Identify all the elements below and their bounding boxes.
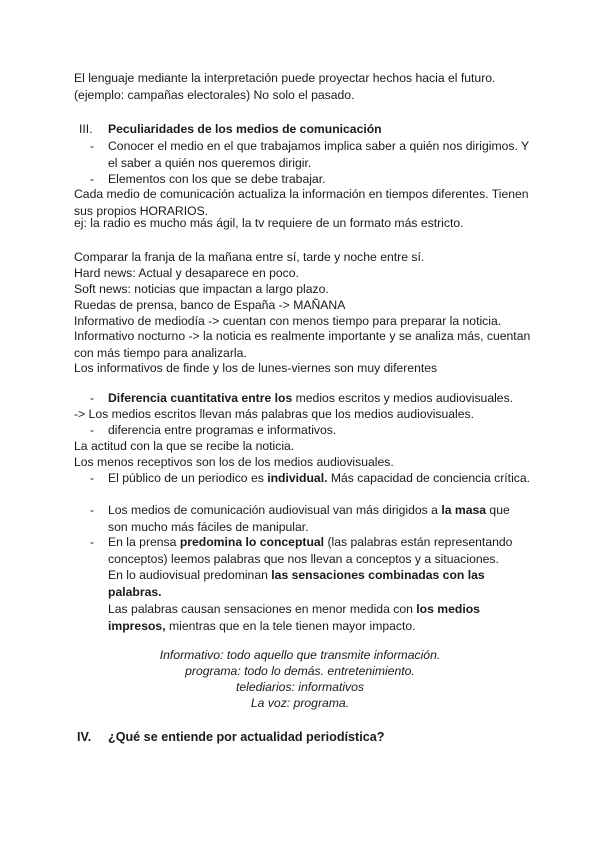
- text-run: En lo audiovisual predominan: [108, 568, 272, 583]
- text-run-bold: la masa: [441, 503, 487, 517]
- diff-bullet-1-rest: medios escritos y medios audiovisuales.: [292, 391, 514, 405]
- section-4-title: ¿Qué se entiende por actualidad periodística?: [108, 730, 385, 744]
- bullet-dash: -: [90, 423, 95, 437]
- text-run-bold: individual.: [267, 471, 328, 485]
- section-3-paragraph-1: Cada medio de comunicación actualiza la información en tiempos diferentes. Tienen sus propios HORARIOS.: [74, 187, 529, 218]
- section-3-paragraph-2: ej: la radio es mucho más ágil, la tv requiere de un formato más estricto.: [74, 216, 464, 230]
- diff-sub-bullet-2: [108, 502, 532, 535]
- diff-sub-bullet-3: [108, 534, 532, 634]
- section-3-paragraph-8: Informativo nocturno -> la noticia es realmente importante y se analiza más, cuentan con más tiempo para analizarla.: [74, 329, 531, 360]
- definition-line-3: telediarios: informativos: [235, 680, 365, 694]
- intro-line-2: (ejemplo: campañas electorales) No solo el pasado.: [74, 88, 355, 102]
- section-3-paragraph-4: Hard news: Actual y desaparece en poco.: [74, 266, 299, 280]
- text-run: Más capacidad de conciencia crítica.: [327, 471, 531, 485]
- section-3-paragraph-9: Los informativos de finde y los de lunes-viernes son muy diferentes: [74, 361, 438, 375]
- section-3-paragraph-6: Ruedas de prensa, banco de España -> MAÑANA: [74, 298, 346, 312]
- bullet-dash: -: [90, 139, 95, 153]
- text-run: El público de un periodico es: [108, 471, 268, 485]
- diff-bullet-2: diferencia entre programas e informativos.: [108, 423, 337, 437]
- definition-line-2: programa: todo lo demás. entretenimiento.: [185, 664, 415, 678]
- text-run: (las palabras están representando conceptos) leemos palabras que nos llevan a conceptos y a situaciones.: [108, 535, 513, 566]
- text-run: que son mucho más fáciles de manipular.: [108, 503, 510, 534]
- diff-sub-bullet-1: [108, 470, 532, 487]
- text-run-bold: predomina lo conceptual: [179, 535, 325, 549]
- diff-bullet-1: [108, 390, 532, 407]
- section-3-paragraph-3: Comparar la franja de la mañana entre sí, tarde y noche entre sí.: [74, 250, 425, 264]
- definition-line-4: La voz: programa.: [250, 696, 350, 710]
- intro-line-1: El lenguaje mediante la interpretación puede proyectar hechos hacia el futuro.: [74, 71, 496, 85]
- definition-line-1: Informativo: todo aquello que transmite información.: [159, 648, 441, 662]
- diff-sub-bullet-3-part-3: [108, 601, 532, 634]
- bullet-dash: -: [90, 535, 95, 549]
- bullet-dash: -: [90, 172, 95, 186]
- section-3-number: III.: [79, 122, 93, 136]
- section-3-title: Peculiaridades de los medios de comunicación: [108, 122, 382, 136]
- diff-arrow-line: -> Los medios escritos llevan más palabras que los medios audiovisuales.: [74, 407, 475, 421]
- section-4-number: IV.: [77, 730, 92, 744]
- section-3-bullet-2: Elementos con los que se debe trabajar.: [108, 172, 326, 186]
- text-run: Los medios de comunicación audiovisual van más dirigidos a: [108, 503, 442, 517]
- section-3-bullet-1: Conocer el medio en el que trabajamos implica saber a quién nos dirigimos. Y el saber a quién nos queremos dirigir.: [108, 139, 529, 170]
- bullet-dash: -: [90, 391, 95, 405]
- diff-paragraph-1: La actitud con la que se recibe la noticia.: [74, 439, 295, 453]
- text-run-bold: las sensaciones combinadas con las palabras.: [108, 568, 485, 600]
- text-run: mientras que en la tele tienen mayor impacto.: [165, 618, 416, 633]
- section-3-paragraph-7: Informativo de mediodía -> cuentan con menos tiempo para preparar la noticia.: [74, 314, 502, 328]
- text-run: En la prensa: [108, 535, 180, 549]
- text-run-bold: los medios impresos,: [108, 601, 480, 633]
- bullet-dash: -: [90, 471, 95, 485]
- diff-bullet-1-bold: Diferencia cuantitativa entre los: [108, 391, 293, 405]
- diff-paragraph-2: Los menos receptivos son los de los medios audiovisuales.: [74, 455, 394, 469]
- diff-sub-bullet-3-part-2: [108, 567, 532, 600]
- bullet-dash: -: [90, 503, 95, 517]
- text-run: Las palabras causan sensaciones en menor medida con: [108, 601, 417, 616]
- diff-sub-bullet-3-part-1: [108, 534, 532, 567]
- section-3-paragraph-5: Soft news: noticias que impactan a largo plazo.: [74, 282, 329, 296]
